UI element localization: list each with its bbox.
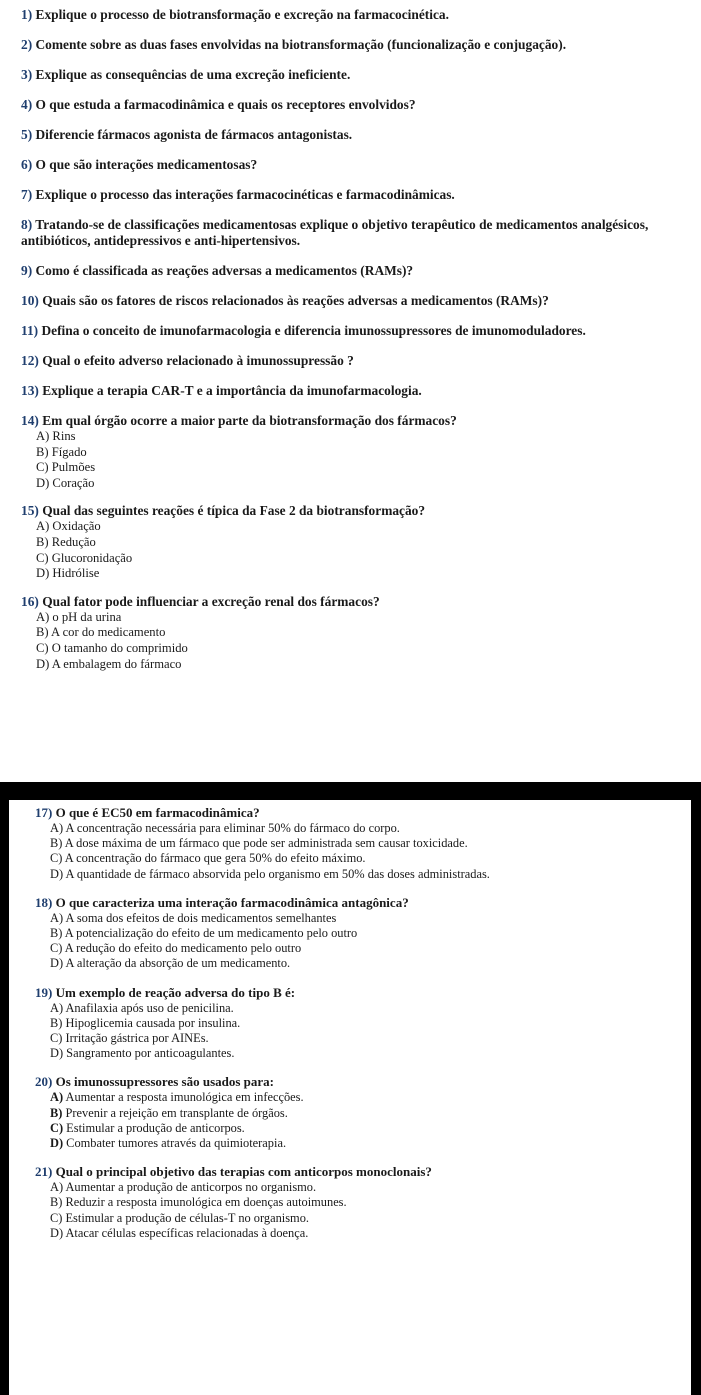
- question-number: 21): [35, 1164, 53, 1180]
- question-number: 2): [21, 37, 33, 52]
- question-4: [21, 97, 681, 113]
- question-text: O que é EC50 em farmacodinâmica?: [55, 805, 260, 820]
- question-number: 19): [35, 984, 53, 1000]
- options-list: [35, 1090, 671, 1151]
- question-list: [35, 805, 671, 1241]
- question-title: [21, 293, 681, 309]
- question-title: [21, 217, 681, 249]
- option-item: C) O tamanho do comprimido: [36, 640, 188, 655]
- question-number: 14): [21, 413, 39, 428]
- question-title: [35, 805, 671, 821]
- question-text: Tratando-se de classificações medicamentosas explique o objetivo terapêutico de medicamentos analgésicos, antibióticos, antidepressivos e anti-hipertensivos.: [21, 217, 649, 248]
- option-letter: D): [50, 1136, 64, 1151]
- question-15: [21, 503, 681, 581]
- option-letter: C): [50, 1120, 64, 1135]
- question-text: Explique o processo das interações farmacocinéticas e farmacodinâmicas.: [35, 187, 455, 202]
- question-20: [35, 1074, 671, 1151]
- question-title: [21, 97, 681, 113]
- option-item: D) A embalagem do fármaco: [36, 656, 182, 671]
- question-10: [21, 293, 681, 309]
- question-text: Comente sobre as duas fases envolvidas na biotransformação (funcionalização e conjugação).: [35, 37, 567, 52]
- question-title: [21, 594, 681, 610]
- option-item: C) Irritação gástrica por AINEs.: [50, 1031, 209, 1046]
- question-number: 16): [21, 593, 39, 609]
- option-item: A) Aumentar a produção de anticorpos no organismo.: [50, 1180, 317, 1195]
- question-text: O que caracteriza uma interação farmacodinâmica antagônica?: [55, 894, 409, 910]
- question-text: Quais são os fatores de riscos relacionados às reações adversas a medicamentos (RAMs)?: [42, 293, 549, 308]
- page-two: [9, 800, 691, 1395]
- question-number: 15): [21, 503, 39, 519]
- question-9: [21, 263, 681, 279]
- question-title: [21, 383, 681, 399]
- question-number: 10): [21, 293, 39, 308]
- question-title: [21, 7, 681, 23]
- option-item: B) Redução: [36, 534, 96, 549]
- question-title: [35, 1074, 671, 1090]
- option-item: A) Rins: [36, 429, 76, 443]
- question-number: 1): [21, 7, 33, 22]
- question-number: 7): [21, 187, 33, 202]
- option-item: D) Coração: [36, 475, 95, 490]
- question-title: [21, 353, 681, 369]
- question-1: [21, 7, 681, 23]
- question-number: 3): [21, 67, 33, 82]
- option-letter: B): [50, 1105, 63, 1120]
- question-title: [21, 157, 681, 173]
- question-title: [21, 503, 681, 519]
- option-item: B) A cor do medicamento: [36, 625, 166, 640]
- question-text: Como é classificada as reações adversas a medicamentos (RAMs)?: [35, 263, 414, 278]
- question-number: 6): [21, 157, 33, 172]
- question-number: 11): [21, 323, 39, 338]
- question-title: [21, 413, 681, 429]
- question-title: [21, 67, 681, 83]
- question-17: [35, 805, 671, 882]
- option-item: D) A alteração da absorção de um medicamento.: [50, 956, 291, 971]
- option-item: D) Combater tumores através da quimioterapia.: [50, 1136, 287, 1151]
- options-list: [21, 429, 681, 491]
- question-text: Explique as consequências de uma excreção ineficiente.: [35, 67, 351, 82]
- question-8: [21, 217, 681, 249]
- question-13: [21, 383, 681, 399]
- question-14: [21, 413, 681, 491]
- question-number: 12): [21, 353, 39, 368]
- question-text: O que estuda a farmacodinâmica e quais os receptores envolvidos?: [35, 97, 416, 112]
- question-number: 8): [21, 217, 33, 232]
- option-item: A) o pH da urina: [36, 609, 122, 624]
- options-list: [21, 610, 681, 672]
- question-text: Os imunossupressores são usados para:: [55, 1074, 274, 1090]
- question-text: Um exemplo de reação adversa do tipo B é:: [55, 984, 296, 1000]
- question-list: [21, 7, 681, 672]
- question-text: O que são interações medicamentosas?: [35, 157, 258, 172]
- option-item: C) Pulmões: [36, 460, 96, 475]
- option-item: D) Atacar células específicas relacionadas à doença.: [50, 1225, 309, 1240]
- question-5: [21, 127, 681, 143]
- question-number: 9): [21, 263, 33, 278]
- option-item: C) Estimular a produção de anticorpos.: [50, 1120, 245, 1135]
- question-18: [35, 895, 671, 972]
- option-item: C) A concentração do fármaco que gera 50% do efeito máximo.: [50, 851, 366, 866]
- option-item: B) A potencialização do efeito de um medicamento pelo outro: [50, 926, 358, 941]
- question-7: [21, 187, 681, 203]
- question-number: 20): [35, 1074, 53, 1090]
- options-list: [35, 1180, 671, 1241]
- question-number: 5): [21, 127, 33, 142]
- question-title: [21, 187, 681, 203]
- question-title: [35, 895, 671, 911]
- option-item: B) Prevenir a rejeição em transplante de órgãos.: [50, 1105, 288, 1120]
- option-item: B) A dose máxima de um fármaco que pode ser administrada sem causar toxicidade.: [50, 836, 468, 851]
- question-text: Explique o processo de biotransformação e excreção na farmacocinética.: [35, 7, 449, 22]
- question-12: [21, 353, 681, 369]
- question-title: [35, 1164, 671, 1180]
- options-list: [35, 911, 671, 972]
- option-item: B) Fígado: [36, 444, 87, 459]
- option-item: D) Hidrólise: [36, 566, 100, 581]
- question-text: Qual das seguintes reações é típica da Fase 2 da biotransformação?: [42, 503, 426, 519]
- question-text: Qual o principal objetivo das terapias com anticorpos monoclonais?: [55, 1164, 432, 1180]
- question-title: [35, 985, 671, 1001]
- option-item: D) A quantidade de fármaco absorvida pelo organismo em 50% das doses administradas.: [50, 866, 490, 881]
- question-text: Qual fator pode influenciar a excreção renal dos fármacos?: [42, 593, 380, 609]
- option-item: B) Reduzir a resposta imunológica em doenças autoimunes.: [50, 1195, 347, 1210]
- question-text: Diferencie fármacos agonista de fármacos antagonistas.: [35, 127, 353, 142]
- question-title: [21, 127, 681, 143]
- question-11: [21, 323, 681, 339]
- question-21: [35, 1164, 671, 1241]
- question-text: Qual o efeito adverso relacionado à imunossupressão ?: [42, 353, 354, 368]
- option-item: A) Aumentar a resposta imunológica em infecções.: [50, 1090, 304, 1105]
- question-text: Defina o conceito de imunofarmacologia e diferencia imunossupressores de imunomoduladores.: [41, 323, 586, 338]
- question-number: 18): [35, 894, 53, 910]
- option-item: C) A redução do efeito do medicamento pelo outro: [50, 941, 302, 956]
- option-letter: A): [50, 1090, 64, 1105]
- option-item: D) Sangramento por anticoagulantes.: [50, 1046, 235, 1061]
- question-title: [21, 37, 681, 53]
- options-list: [21, 519, 681, 581]
- question-title: [21, 323, 681, 339]
- option-item: C) Estimular a produção de células-T no organismo.: [50, 1210, 309, 1225]
- question-number: 13): [21, 383, 39, 398]
- option-item: A) A concentração necessária para eliminar 50% do fármaco do corpo.: [50, 821, 400, 835]
- question-2: [21, 37, 681, 53]
- question-text: Explique a terapia CAR-T e a importância da imunofarmacologia.: [42, 383, 422, 398]
- option-item: A) Anafilaxia após uso de penicilina.: [50, 1000, 234, 1015]
- question-6: [21, 157, 681, 173]
- question-16: [21, 594, 681, 672]
- option-item: A) Oxidação: [36, 519, 101, 534]
- question-number: 17): [35, 805, 53, 820]
- question-title: [21, 263, 681, 279]
- question-19: [35, 985, 671, 1062]
- option-item: A) A soma dos efeitos de dois medicamentos semelhantes: [50, 910, 337, 925]
- options-list: [35, 1001, 671, 1062]
- options-list: [35, 821, 671, 882]
- question-3: [21, 67, 681, 83]
- question-number: 4): [21, 97, 33, 112]
- question-text: Em qual órgão ocorre a maior parte da biotransformação dos fármacos?: [42, 413, 457, 428]
- option-item: C) Glucoronidação: [36, 550, 133, 565]
- option-item: B) Hipoglicemia causada por insulina.: [50, 1015, 241, 1030]
